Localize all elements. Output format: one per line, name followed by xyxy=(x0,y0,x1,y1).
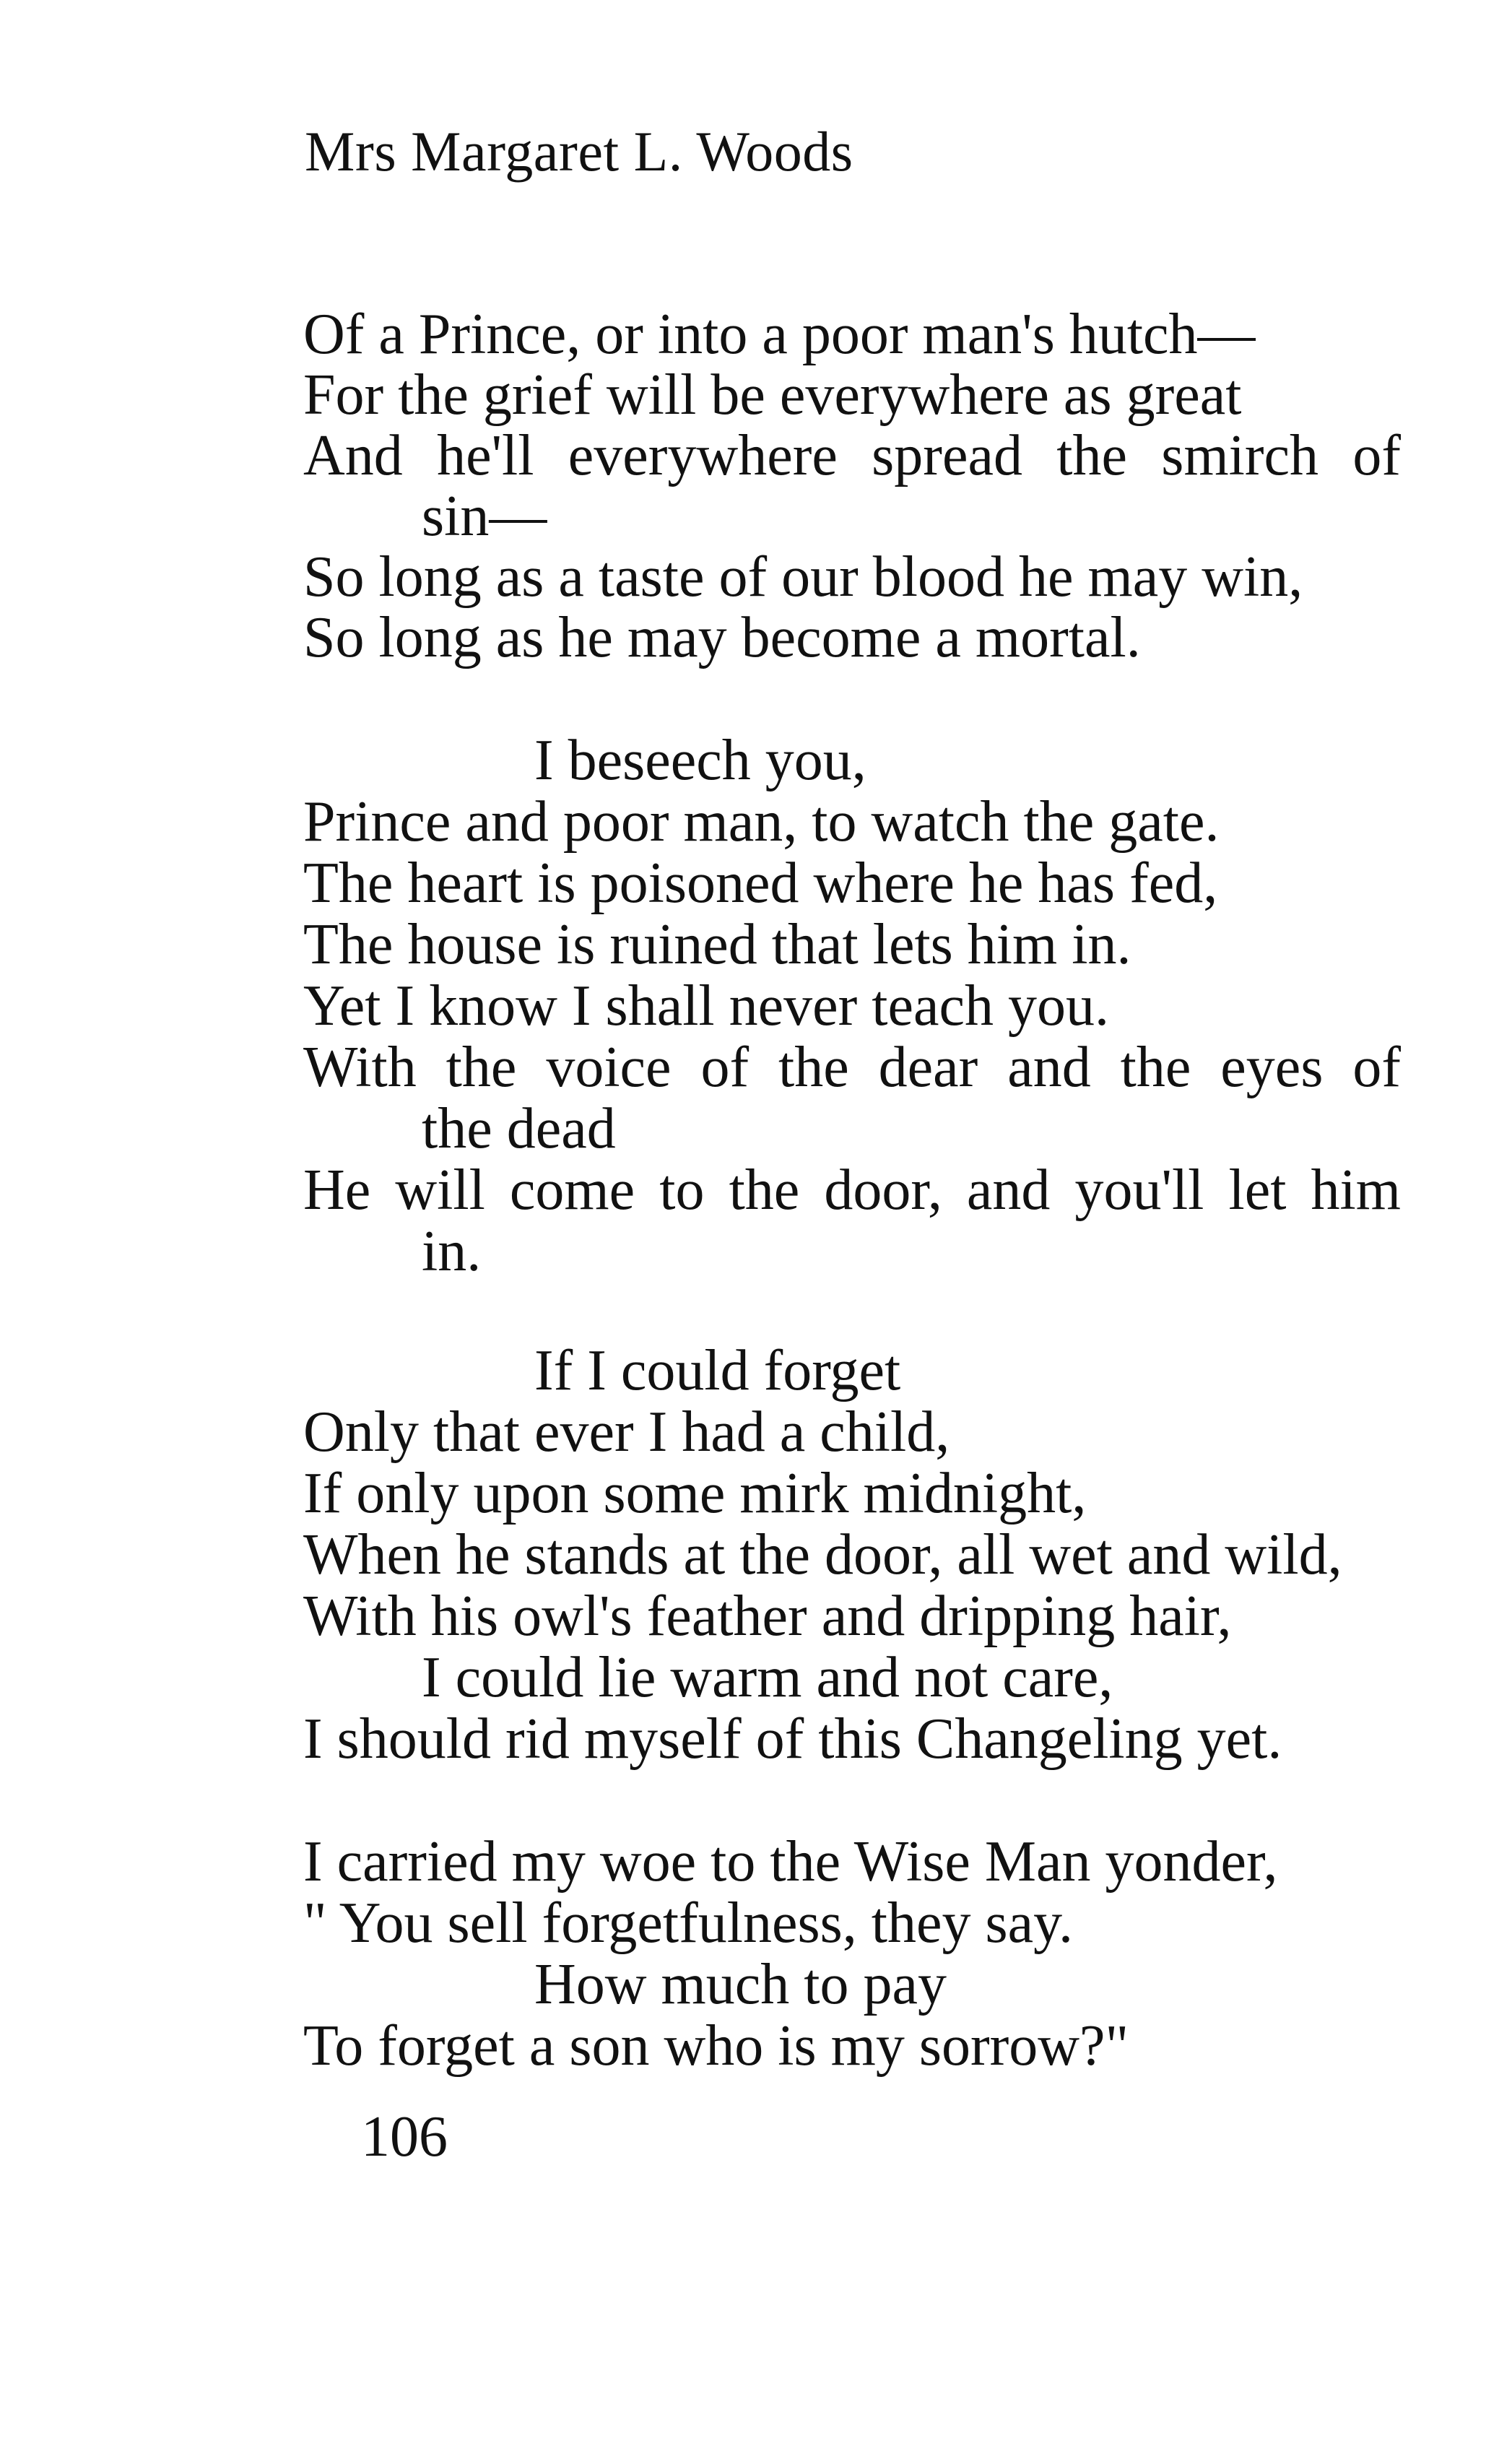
poem-line: With his owl's feather and dripping hair, xyxy=(303,1584,1232,1648)
running-head: Mrs Margaret L. Woods xyxy=(305,120,853,183)
poem-line: He will come to the door, and you'll let him xyxy=(303,1158,1401,1222)
page-number: 106 xyxy=(361,2105,448,2169)
poem-line-continuation: in. xyxy=(422,1220,482,1283)
poem-line: Yet I know I shall never teach you. xyxy=(303,974,1110,1038)
poem-line: Only that ever I had a child, xyxy=(303,1400,950,1464)
poem-line: I beseech you, xyxy=(534,729,866,792)
poem-line: I should rid myself of this Changeling yet. xyxy=(303,1707,1282,1771)
poem-line: The house is ruined that lets him in. xyxy=(303,913,1131,976)
poem-line: Prince and poor man, to watch the gate. xyxy=(303,790,1220,854)
poem-line: How much to pay xyxy=(534,1953,947,2016)
poem-line: So long as he may become a mortal. xyxy=(303,606,1141,669)
poem-line: The heart is poisoned where he has fed, xyxy=(303,851,1218,915)
poem-line: Of a Prince, or into a poor man's hutch— xyxy=(303,303,1256,366)
poem-line: If I could forget xyxy=(534,1339,901,1402)
poem-line: I could lie warm and not care, xyxy=(422,1646,1113,1709)
poem-line: To forget a son who is my sorrow?" xyxy=(303,2014,1129,2078)
poem-line-continuation: sin— xyxy=(422,485,547,548)
poem-line-continuation: the dead xyxy=(422,1097,616,1161)
poem-line: So long as a taste of our blood he may win, xyxy=(303,545,1303,609)
poem-line: I carried my woe to the Wise Man yonder, xyxy=(303,1830,1278,1894)
poem-line: When he stands at the door, all wet and wild, xyxy=(303,1523,1342,1587)
poem-line: For the grief will be everywhere as great xyxy=(303,363,1242,427)
poem-line: And he'll everywhere spread the smirch of xyxy=(303,424,1401,487)
poem-line: " You sell forgetfulness, they say. xyxy=(303,1891,1073,1955)
poem-line: With the voice of the dear and the eyes of xyxy=(303,1036,1401,1099)
poem-line: If only upon some mirk midnight, xyxy=(303,1462,1087,1525)
